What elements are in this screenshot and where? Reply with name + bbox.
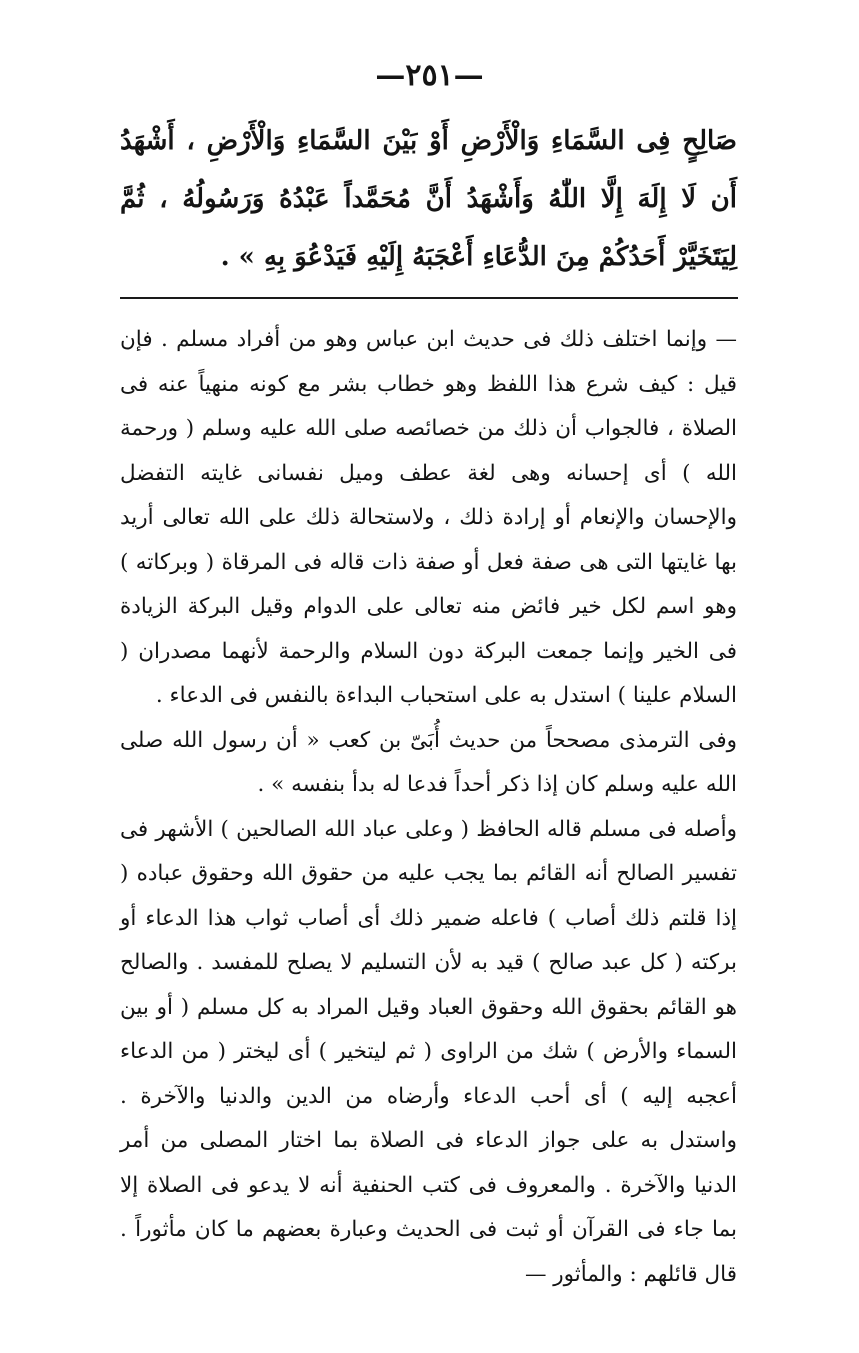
commentary [120,318,737,1297]
commentary-paragraph-1: — وإنما اختلف ذلك فى حديث ابن عباس وهو من أفراد مسلم . فإن قيل : كيف شرع هذا اللفظ وهو خطاب بشر مع كونه منهياً عنه فى الصلاة ، فالجواب أن ذلك من خصائصه صلى الله عليه وسلم ( ورحمة الله ) أى إحسانه وهى لغة عطف وميل نفسانى غايته التفضل والإحسان والإنعام أو إرادة ذلك ، ولاستحالة ذلك على الله تعالى أريد بها غايتها التى هى صفة فعل أو صفة ذات قاله فى المرقاة ( وبركاته ) وهو اسم لكل خير فائض منه تعالى على الدوام وقيل البركة الزيادة فى الخير وإنما جمعت البركة دون السلام والرحمة لأنهما مصدران ( السلام علينا ) استدل به على استحباب البداءة بالنفس فى الدعاء . [120,327,737,708]
commentary-paragraph-3: وأصله فى مسلم قاله الحافظ ( وعلى عباد الله الصالحين ) الأشهر فى تفسير الصالح أنه القائم بما يجب عليه من حقوق الله وحقوق عباده ( إذا قلتم ذلك أصاب ) فاعله ضمير ذلك أى أصاب ثواب هذا الدعاء أو بركته ( كل عبد صالح ) قيد به لأن التسليم لا يصلح للمفسد . والصالح هو القائم بحقوق الله وحقوق العباد وقيل المراد به كل مسلم ( أو بين السماء والأرض ) شك من الراوى ( ثم ليتخير ) أى ليختر ( من الدعاء أعجبه إليه ) أى أحب الدعاء وأرضاه من الدين والدنيا والآخرة . واستدل به على جواز الدعاء فى الصلاة بما اختار المصلى من أمر الدنيا والآخرة . والمعروف فى كتب الحنفية أنه لا يدعو فى الصلاة إلا بما جاء فى القرآن أو ثبت فى الحديث وعبارة بعضهم ما كان مأثوراً . قال قائلهم : والمأثور — [120,816,737,1287]
page-number: —٢٥١— [375,58,484,93]
hadith-text: صَالِحٍ فِى السَّمَاءِ وَالْأَرْضِ أَوْ بَيْنَ السَّمَاءِ وَالْأَرْضِ ، أَشْهَدُ أَن لَا إِلَهَ إِلَّا اللّٰهُ وَأَشْهَدُ أَنَّ مُحَمَّداً عَبْدُهُ وَرَسُولُهُ ، ثُمَّ لِيَتَخَيَّرْ أَحَدُكُمْ مِنَ الدُّعَاءِ أَعْجَبَهُ إِلَيْهِ فَيَدْعُوَ بِهِ » . [120,126,737,272]
section-divider [120,297,738,299]
commentary-paragraph-2: وفى الترمذى مصححاً من حديث أُبَىّ بن كعب « أن رسول الله صلى الله عليه وسلم كان إذا ذكر أحداً فدعا له بدأ بنفسه » . [120,727,737,797]
